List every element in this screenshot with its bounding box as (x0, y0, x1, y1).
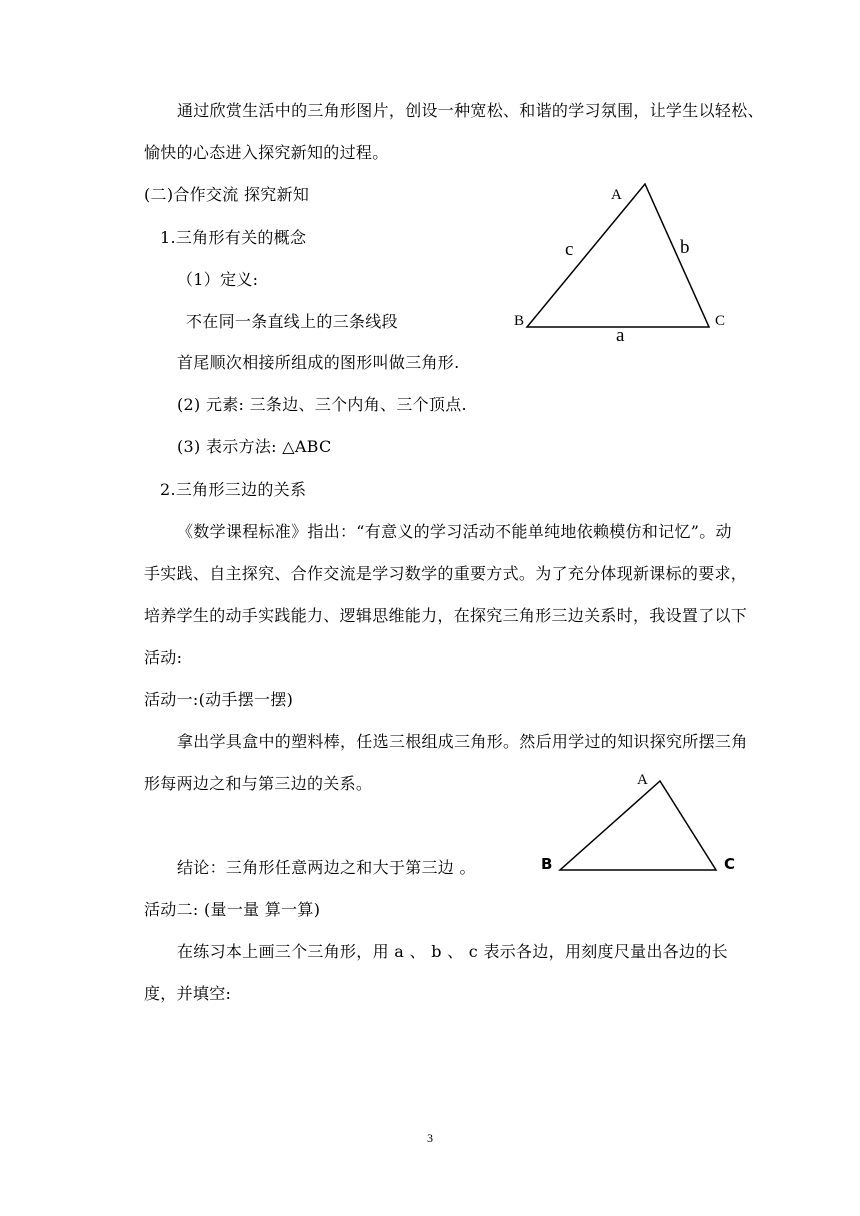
subsection-heading-sides: 2.三角形三边的关系 (160, 480, 307, 499)
triangle-2-vertex-b: B (541, 855, 553, 873)
conclusion-line: 结论：三角形任意两边之和大于第三边 。 (177, 858, 476, 877)
triangle-1-vertex-c: C (715, 313, 726, 329)
triangle-1-vertex-a: A (611, 187, 622, 203)
triangle-2-vertex-c: C (724, 855, 736, 873)
definition-label: （1）定义: (177, 270, 259, 289)
standard-paragraph-line-3: 培养学生的动手实践能力、逻辑思维能力，在探究三角形三边关系时，我设置了以下 (144, 606, 748, 625)
definition-line-2: 首尾顺次相接所组成的图形叫做三角形. (177, 353, 460, 372)
standard-paragraph-line-1: 《数学课程标准》指出：“有意义的学习活动不能单纯地依赖模仿和记忆”。动 (177, 522, 732, 541)
notation-line: (3) 表示方法: △ABC (177, 437, 332, 456)
triangle-1-vertex-b: B (514, 313, 525, 329)
triangle-1-side-b: b (680, 237, 690, 258)
page-number: 3 (427, 1131, 433, 1145)
activity-1-line-2: 形每两边之和与第三边的关系。 (144, 774, 373, 793)
triangle-1-side-a: a (616, 325, 625, 346)
triangle-2-vertex-a: A (637, 772, 648, 788)
standard-paragraph-line-4: 活动: (144, 648, 183, 667)
activity-1-title: 活动一:(动手摆一摆) (144, 690, 294, 709)
paragraph-intro-line-1: 通过欣赏生活中的三角形图片，创设一种宽松、和谐的学习氛围，让学生以轻松、 (177, 101, 764, 120)
triangle-2-shape (560, 781, 716, 870)
paragraph-intro-line-2: 愉快的心态进入探究新知的过程。 (144, 143, 389, 162)
activity-2-line-2: 度，并填空: (144, 984, 232, 1003)
triangle-1-side-c: c (565, 239, 574, 260)
activity-1-line-1: 拿出学具盒中的塑料棒，任选三根组成三角形。然后用学过的知识探究所摆三角 (177, 732, 748, 751)
standard-paragraph-line-2: 手实践、自主探究、合作交流是学习数学的重要方式。为了充分体现新课标的要求， (144, 564, 748, 583)
section-heading: (二)合作交流 探究新知 (144, 185, 310, 204)
activity-2-title: 活动二: (量一量 算一算) (144, 900, 321, 919)
activity-2-line-1: 在练习本上画三个三角形，用 a 、 b 、 c 表示各边，用刻度尺量出各边的长 (177, 942, 728, 961)
elements-line: (2) 元素: 三条边、三个内角、三个顶点. (177, 395, 467, 414)
definition-line-1: 不在同一条直线上的三条线段 (186, 312, 398, 331)
subsection-heading-concepts: 1.三角形有关的概念 (160, 228, 307, 247)
